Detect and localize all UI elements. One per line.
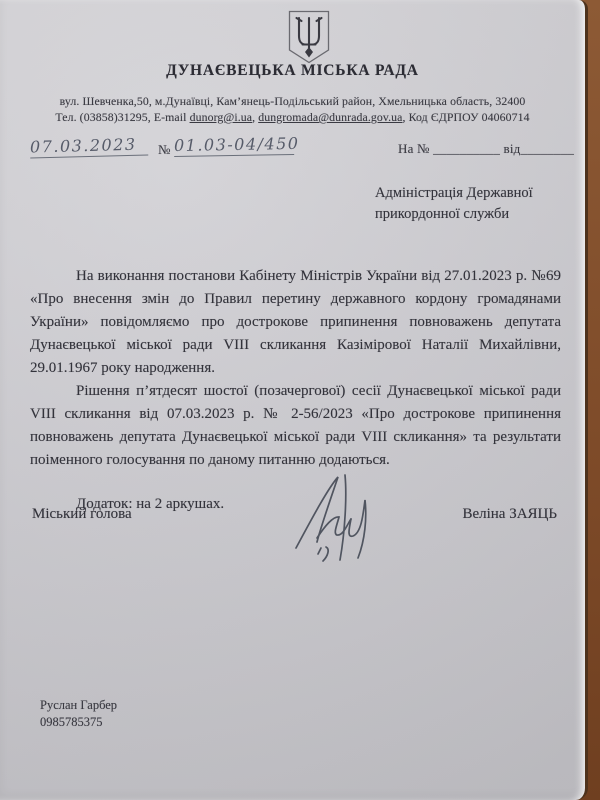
outgoing-date-handwritten: 07.03.2023 — [30, 134, 149, 158]
incoming-date-label: від — [503, 141, 521, 156]
email-link-1: dunorg@i.ua — [189, 110, 253, 124]
address-line-1: вул. Шевченка,50, м.Дунаївці, Кам’янець-Подільський район, Хмельницька область, 32400 — [59, 94, 526, 108]
attachment-note: Додаток: на 2 аркушах. — [76, 496, 225, 512]
body-paragraph-2: Рішення п’ятдесят шостої (позачергової) сесії Дунаєвецької міської ради VIII скликання від 07.03.2023 р. № 2-56/2023 «Про дострокове припинення повноважень депутата Дунаєвецької міської ради VIII скликання» та результати поіменного голосування по даному питанню додаються. — [30, 383, 561, 468]
signer-name: Веліна ЗАЯЦЬ — [462, 506, 557, 522]
incoming-date-blank: ________ — [520, 141, 575, 156]
incoming-number-blank: __________ — [433, 141, 501, 156]
executor-name: Руслан Гарбер — [40, 698, 118, 712]
recipient-block — [375, 183, 533, 225]
executor-phone: 0985785375 — [40, 715, 103, 729]
recipient-line-2: прикордонної служби — [375, 206, 510, 222]
email-separator: , — [252, 110, 259, 124]
outgoing-number-handwritten: 01.03-04/450 — [173, 133, 300, 156]
body-paragraph-1: На виконання постанови Кабінету Міністрів України від 27.01.2023 р. №69 «Про внесення змін до Правил перетину державного кордону громадянами України» повідомляємо про дострокове припинення повноважень депутата Дунаєвецької міської ради VIII скликання Казімірової Наталії Михайлівни, 29.01.1967 року народження. — [30, 268, 561, 376]
signer-position-title: Міський голова — [32, 506, 132, 522]
address-line-2 — [0, 110, 585, 125]
organization-title: ДУНАЄВЕЦЬКА МІСЬКА РАДА — [166, 62, 419, 79]
executor-contact-block — [40, 697, 117, 731]
handwritten-signature — [288, 474, 392, 566]
email-link-2: dungromada@dunrada.gov.ua — [258, 110, 403, 124]
address-line-2-suffix: , Код ЄДРПОУ 04060714 — [402, 110, 530, 124]
incoming-number-label: На № — [398, 141, 430, 156]
reference-row — [0, 134, 585, 164]
number-sign-label: № — [158, 142, 171, 157]
recipient-line-1: Адміністрація Державної — [375, 185, 533, 201]
incoming-reference-blanks — [398, 141, 574, 157]
address-line-2-prefix: Тел. (03858)31295, E-mail — [55, 110, 190, 124]
ukraine-trident-emblem-icon — [286, 10, 332, 64]
